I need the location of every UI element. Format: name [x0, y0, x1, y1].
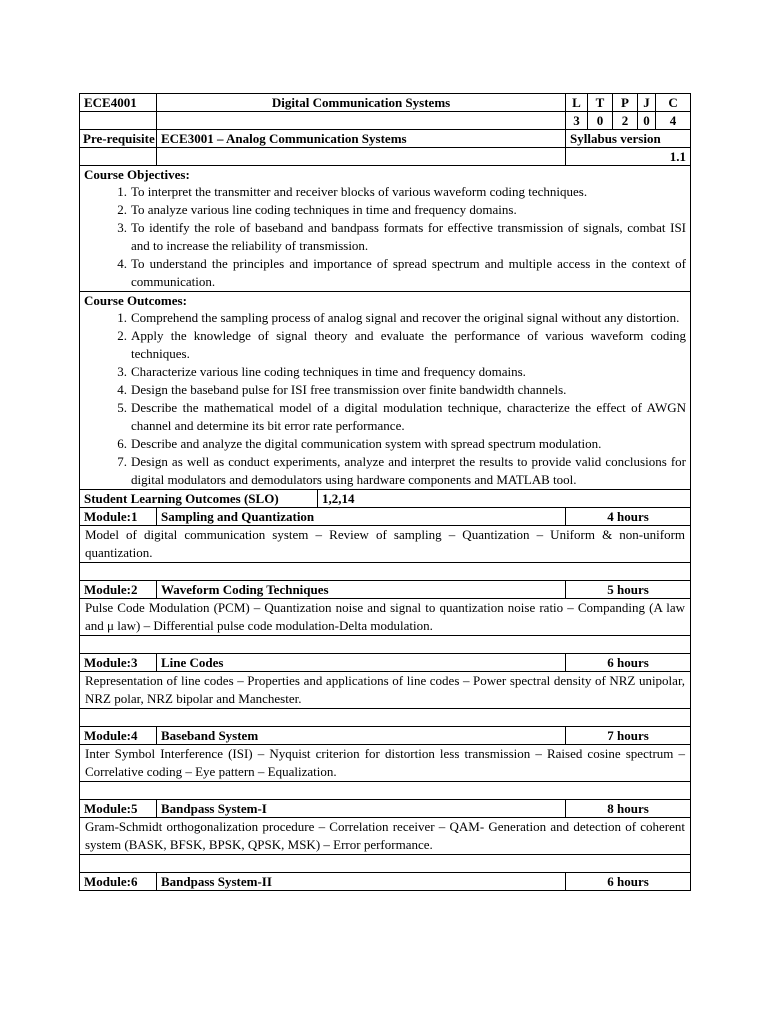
prereq-label: Pre-requisite	[80, 130, 157, 148]
spacer-row	[80, 855, 691, 873]
list-item: 2. To analyze various line coding techniques in time and frequency domains.	[117, 202, 517, 217]
module-label: Module:5	[80, 800, 157, 818]
module-description: Model of digital communication system – Review of sampling – Quantization – Uniform & non-uniform quantization.	[80, 526, 691, 563]
ltpjc-value-j: 0	[638, 112, 656, 130]
list-item: 7. Design as well as conduct experiments, analyze and interpret the results to provide valid conclusions for digital modulators and demodulators using hardware components and MATLAB tool.	[117, 454, 687, 487]
slo-value: 1,2,14	[318, 490, 691, 508]
ltpjc-value-c: 4	[656, 112, 691, 130]
module-label: Module:3	[80, 654, 157, 672]
module-label: Module:2	[80, 581, 157, 599]
module-header-row	[80, 800, 691, 818]
module-hours: 5 hours	[566, 581, 691, 599]
module-desc-row	[80, 745, 691, 782]
module-title: Bandpass System-II	[157, 873, 566, 891]
syllabus-version-row	[80, 148, 691, 166]
course-code: ECE4001	[80, 94, 157, 112]
empty-cell	[157, 148, 566, 166]
objectives-section	[80, 166, 691, 292]
ltpjc-header-t: T	[588, 94, 613, 112]
module-title: Sampling and Quantization	[157, 508, 566, 526]
module-label: Module:6	[80, 873, 157, 891]
module-header-row	[80, 581, 691, 599]
syllabus-sheet	[79, 93, 690, 891]
list-item: 6. Describe and analyze the digital communication system with spread spectrum modulation.	[117, 436, 602, 451]
spacer-row	[80, 782, 691, 800]
objectives-list	[80, 183, 690, 291]
syllabus-table	[79, 93, 691, 891]
module-description: Pulse Code Modulation (PCM) – Quantization noise and signal to quantization noise ratio – Companding (A law and μ law) – Differential pulse code modulation-Delta modulation.	[80, 599, 691, 636]
ltpjc-header-j: J	[638, 94, 656, 112]
module-desc-row	[80, 818, 691, 855]
module-title: Waveform Coding Techniques	[157, 581, 566, 599]
module-title: Line Codes	[157, 654, 566, 672]
module-hours: 6 hours	[566, 654, 691, 672]
list-item: 3. To identify the role of baseband and bandpass formats for effective transmission of signals, combat ISI and to increase the reliability of transmission.	[117, 220, 687, 253]
module-hours: 8 hours	[566, 800, 691, 818]
module-desc-row	[80, 526, 691, 563]
module-description: Gram-Schmidt orthogonalization procedure – Correlation receiver – QAM- Generation and detection of coherent system (BASK, BFSK, BPSK, QPSK, MSK) – Error performance.	[80, 818, 691, 855]
module-description: Inter Symbol Interference (ISI) – Nyquist criterion for distortion less transmission – Raised cosine spectrum – Correlative coding – Eye pattern – Equalization.	[80, 745, 691, 782]
spacer-row	[80, 709, 691, 727]
spacer-row	[80, 563, 691, 581]
module-header-row	[80, 873, 691, 891]
empty-cell	[157, 112, 566, 130]
ltpjc-value-l: 3	[566, 112, 588, 130]
list-item: 1. Comprehend the sampling process of analog signal and recover the original signal without any distortion.	[117, 310, 680, 325]
spacer-row	[80, 636, 691, 654]
module-desc-row	[80, 672, 691, 709]
outcomes-heading: Course Outcomes:	[84, 293, 187, 308]
ltpjc-value-t: 0	[588, 112, 613, 130]
course-header-row	[80, 94, 691, 112]
objectives-heading: Course Objectives:	[84, 167, 190, 182]
list-item: 2. Apply the knowledge of signal theory and evaluate the performance of various waveform coding techniques.	[117, 328, 687, 361]
outcomes-section	[80, 292, 691, 490]
module-header-row	[80, 508, 691, 526]
module-title: Bandpass System-I	[157, 800, 566, 818]
prereq-value: ECE3001 – Analog Communication Systems	[157, 130, 566, 148]
module-hours: 7 hours	[566, 727, 691, 745]
module-hours: 4 hours	[566, 508, 691, 526]
list-item: 1. To interpret the transmitter and receiver blocks of various waveform coding techniques.	[117, 184, 588, 199]
ltpjc-value-p: 2	[613, 112, 638, 130]
slo-label: Student Learning Outcomes (SLO)	[80, 490, 318, 508]
empty-cell	[80, 148, 157, 166]
ltpjc-header-l: L	[566, 94, 588, 112]
prereq-row	[80, 130, 691, 148]
empty-cell	[80, 112, 157, 130]
course-title: Digital Communication Systems	[157, 94, 566, 112]
syllabus-version-value: 1.1	[566, 148, 691, 166]
module-label: Module:1	[80, 508, 157, 526]
ltpjc-header-p: P	[613, 94, 638, 112]
syllabus-version-label: Syllabus version	[566, 130, 691, 148]
ltpjc-values-row	[80, 112, 691, 130]
ltpjc-header-c: C	[656, 94, 691, 112]
outcomes-list	[80, 309, 690, 489]
list-item: 3. Characterize various line coding techniques in time and frequency domains.	[117, 364, 526, 379]
module-title: Baseband System	[157, 727, 566, 745]
module-hours: 6 hours	[566, 873, 691, 891]
list-item: 4. Design the baseband pulse for ISI free transmission over finite bandwidth channels.	[117, 382, 567, 397]
module-desc-row	[80, 599, 691, 636]
module-header-row	[80, 654, 691, 672]
module-description: Representation of line codes – Properties and applications of line codes – Power spectral density of NRZ unipolar, NRZ polar, NRZ bipolar and Manchester.	[80, 672, 691, 709]
module-label: Module:4	[80, 727, 157, 745]
list-item: 5. Describe the mathematical model of a digital modulation technique, characterize the effect of AWGN channel and determine its bit error rate performance.	[117, 400, 687, 433]
module-header-row	[80, 727, 691, 745]
list-item: 4. To understand the principles and importance of spread spectrum and multiple access in the context of communication.	[117, 256, 687, 289]
slo-row	[80, 490, 691, 508]
